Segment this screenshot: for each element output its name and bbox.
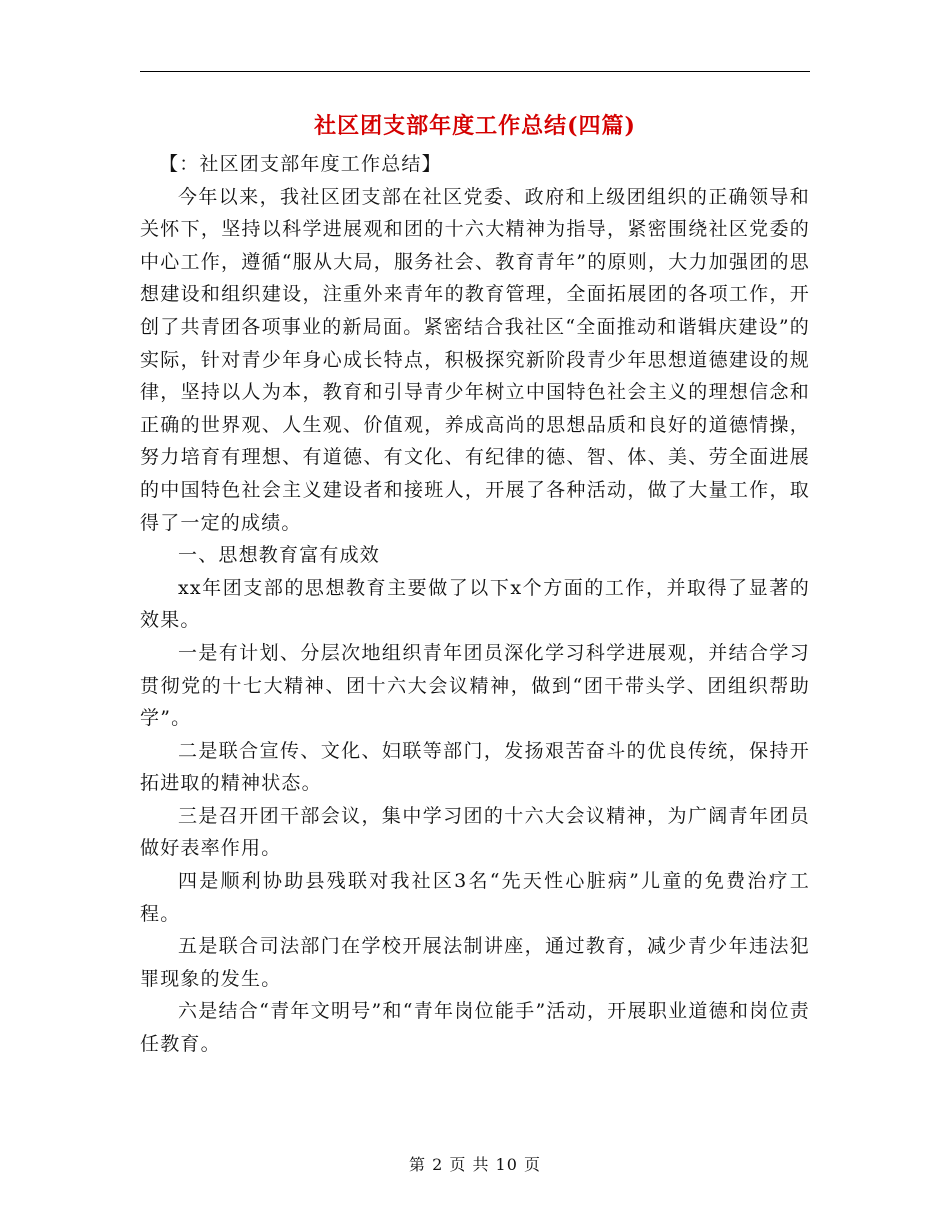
list-item: 五是联合司法部门在学校开展法制讲座，通过教育，减少青少年违法犯罪现象的发生。 <box>140 935 810 990</box>
list-item: 六是结合“青年文明号”和“青年岗位能手”活动，开展职业道德和岗位责任教育。 <box>140 1000 810 1056</box>
list-item: 一是有计划、分层次地组织青年团员深化学习科学进展观，并结合学习贯彻党的十七大精神、团十六大会议精神，做到“团干带头学、团组织帮助学”。 <box>140 641 810 730</box>
document-subheader: 【：社区团支部年度工作总结】 <box>159 153 442 175</box>
body-paragraph: xx年团支部的思想教育主要做了以下x个方面的工作，并取得了显著的效果。 <box>140 576 810 632</box>
list-item: 三是召开团干部会议，集中学习团的十六大会议精神，为广阔青年团员做好表率作用。 <box>140 804 810 860</box>
section-heading: 一、思想教育富有成效 <box>178 544 381 567</box>
list-item: 四是顺利协助县残联对我社区3名“先天性心脏病”儿童的免费治疗工程。 <box>140 870 810 925</box>
document-body <box>140 148 810 1061</box>
page-number: 第 2 页 共 10 页 <box>409 1155 541 1174</box>
body-paragraph: 今年以来，我社区团支部在社区党委、政府和上级团组织的正确领导和关怀下，坚持以科学进展观和团的十六大精神为指导，紧密围绕社区党委的中心工作，遵循“服从大局，服务社会、教育青年”的原则，大力加强团的思想建设和组织建设，注重外来青年的教育管理，全面拓展团的各项工作，开创了共青团各项事业的新局面。紧密结合我社区“全面推动和谐辑庆建设”的实际，针对青少年身心成长特点，积极探究新阶段青少年思想道德建设的规律，坚持以人为本，教育和引导青少年树立中国特色社会主义的理想信念和正确的世界观、人生观、价值观，养成高尚的思想品质和良好的道德情操，努力培育有理想、有道德、有文化、有纪律的德、智、体、美、劳全面进展的中国特色社会主义建设者和接班人，开展了各种活动，做了大量工作，取得了一定的成绩。 <box>140 185 810 534</box>
document-title: 社区团支部年度工作总结(四篇) <box>314 113 636 139</box>
list-item: 二是联合宣传、文化、妇联等部门，发扬艰苦奋斗的优良传统，保持开拓进取的精神状态。 <box>140 739 810 795</box>
header-rule <box>140 71 810 72</box>
